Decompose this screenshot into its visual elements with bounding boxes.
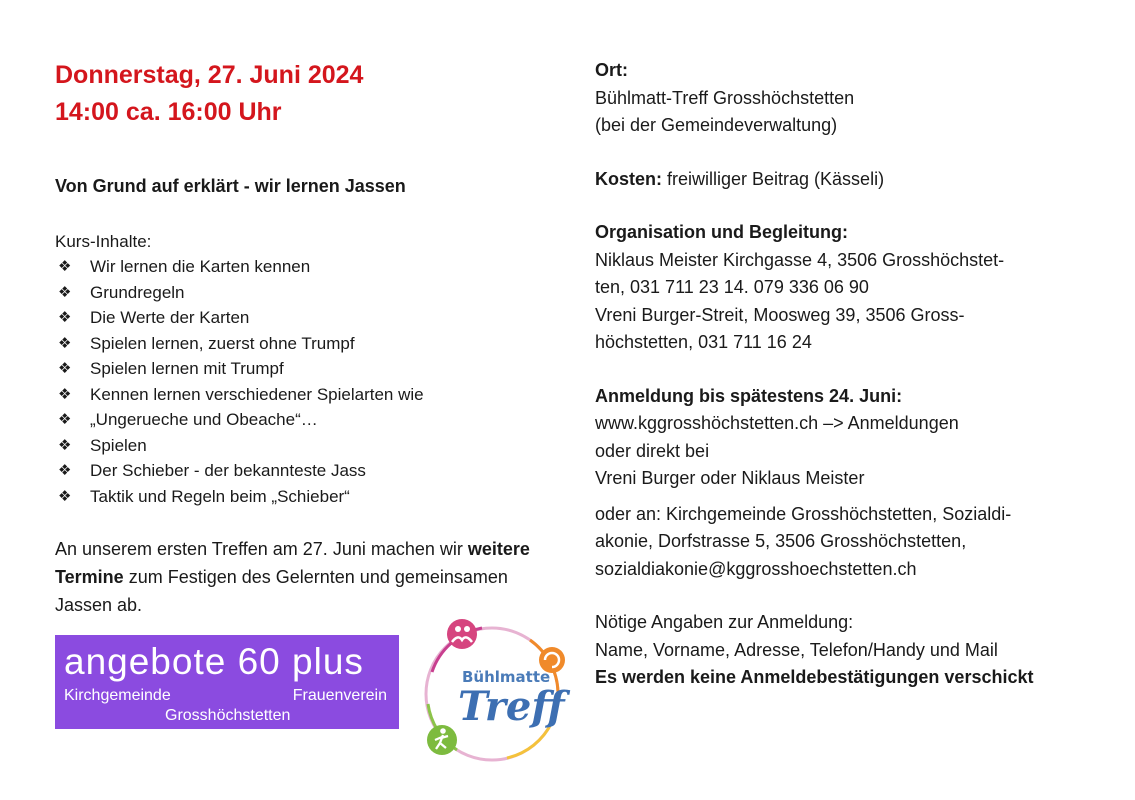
cost-block (595, 166, 1115, 194)
organisation-line: höchstetten, 031 711 16 24 (595, 332, 812, 352)
registration-block (595, 383, 1115, 493)
angebote-logo-title: angebote 60 plus (64, 641, 364, 682)
registration-address-block (595, 501, 1115, 584)
intro-text-1: An unserem ersten Treffen am 27. Juni machen wir (55, 539, 468, 559)
organisation-label: Organisation und Begleitung: (595, 222, 848, 242)
no-confirmation-notice: Es werden keine Anmeldebestätigungen verschickt (595, 667, 1034, 687)
required-info-label: Nötige Angaben zur Anmeldung: (595, 612, 854, 632)
registration-label: Anmeldung bis spätestens 24. Juni: (595, 385, 903, 406)
cost-label: Kosten: (595, 168, 662, 189)
diamond-bullet-icon: ❖ (58, 309, 72, 327)
registration-line: Vreni Burger oder Niklaus Meister (595, 468, 865, 488)
course-content-item (55, 407, 555, 433)
diamond-bullet-icon: ❖ (58, 334, 72, 352)
course-content-text: Grundregeln (90, 282, 185, 302)
course-contents-list (55, 254, 555, 509)
course-content-text: Kennen lernen verschiedener Spielarten wie (90, 384, 424, 404)
course-content-item (55, 331, 555, 357)
course-content-item (55, 458, 555, 484)
course-content-item (55, 433, 555, 459)
organisation-line: Niklaus Meister Kirchgasse 4, 3506 Grosshöchstet- (595, 249, 1005, 270)
event-date: Donnerstag, 27. Juni 2024 (55, 61, 364, 89)
required-info-block (595, 609, 1115, 692)
treff-logo-main-text: Treff (458, 683, 565, 730)
course-content-text: Spielen lernen mit Trumpf (90, 359, 284, 378)
course-content-text: Spielen lernen, zuerst ohne Trumpf (90, 333, 355, 353)
course-content-text: Wir lernen die Karten kennen (90, 257, 311, 276)
diamond-bullet-icon: ❖ (58, 487, 72, 505)
event-time: 14:00 ca. 16:00 Uhr (55, 98, 282, 126)
registration-line: oder direkt bei (595, 440, 710, 461)
course-content-text: Die Werte der Karten (90, 308, 250, 327)
intro-paragraph (55, 535, 555, 619)
treff-logo-top-text: Bühlmatte (462, 668, 551, 686)
info-column (595, 57, 1115, 692)
buehlmatte-treff-logo (412, 612, 572, 772)
registration-link[interactable]: www.kggrosshöchstetten.ch –> Anmeldungen (595, 413, 959, 433)
location-line-1: Bühlmatt-Treff Grosshöchstetten (595, 87, 855, 108)
intro-text-2: zum Festigen des Gelernten und gemeinsamen Jassen ab. (55, 567, 508, 615)
course-content-item (55, 305, 555, 331)
course-title: Von Grund auf erklärt - wir lernen Jassen (55, 176, 406, 196)
course-content-item (55, 484, 555, 510)
location-label: Ort: (595, 60, 628, 80)
registration-address-line: akonie, Dorfstrasse 5, 3506 Grosshöchstetten, (595, 531, 967, 551)
diamond-bullet-icon: ❖ (58, 360, 72, 378)
organisation-block (595, 219, 1115, 357)
course-content-item (55, 254, 555, 280)
required-info-value: Name, Vorname, Adresse, Telefon/Handy und Mail (595, 639, 998, 660)
course-content-text: Taktik und Regeln beim „Schieber“ (90, 486, 350, 506)
course-content-text: Spielen (90, 435, 147, 455)
cost-value: freiwilliger Beitrag (Kässeli) (662, 168, 885, 189)
organisation-line: ten, 031 711 23 14. 079 336 06 90 (595, 277, 869, 297)
course-content-item (55, 382, 555, 408)
event-column (55, 57, 555, 619)
angebote-logo-bottom: Grosshöchstetten (165, 707, 291, 724)
registration-email[interactable]: sozialdiakonie@kggrosshoechstetten.ch (595, 558, 917, 579)
diamond-bullet-icon: ❖ (58, 258, 72, 276)
course-content-text: Der Schieber - der bekannteste Jass (90, 461, 366, 480)
diamond-bullet-icon: ❖ (58, 436, 72, 454)
diamond-bullet-icon: ❖ (58, 385, 72, 403)
diamond-bullet-icon: ❖ (58, 283, 72, 301)
registration-address-line: oder an: Kirchgemeinde Grosshöchstetten, Sozialdi- (595, 503, 1012, 524)
angebote-logo-right: Frauenverein (292, 687, 387, 704)
diamond-bullet-icon: ❖ (58, 411, 72, 429)
angebote-60-plus-logo (55, 635, 399, 729)
location-line-2: (bei der Gemeindeverwaltung) (595, 115, 838, 135)
course-contents-label: Kurs-Inhalte: (55, 232, 152, 251)
people-icon (447, 619, 477, 649)
course-content-text: „Ungerueche und Obeache“… (90, 410, 318, 429)
organisation-line: Vreni Burger-Streit, Moosweg 39, 3506 Gross- (595, 304, 965, 325)
course-content-item (55, 280, 555, 306)
diamond-bullet-icon: ❖ (58, 462, 72, 480)
intro-bold: weitere Termine (55, 539, 530, 587)
location-block (595, 57, 1115, 140)
angebote-logo-left: Kirchgemeinde (64, 687, 171, 704)
course-content-item (55, 356, 555, 382)
